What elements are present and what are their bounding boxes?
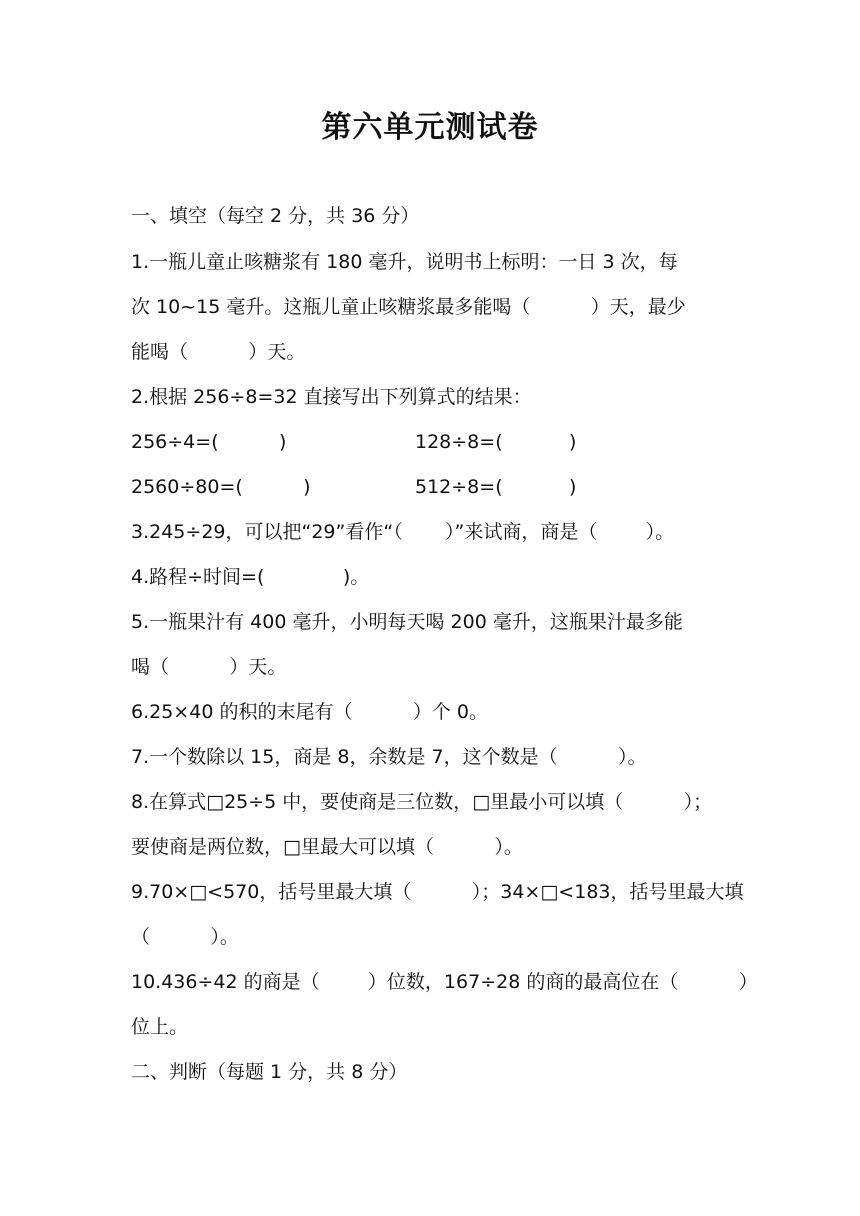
question-8-line-2: 要使商是两位数，□里最大可以填（ ）。 [131, 836, 523, 858]
question-2-item-c: 2560÷80=( ) [131, 476, 311, 498]
question-4-line-1: 4.路程÷时间=( )。 [131, 566, 370, 588]
question-2-line-1: 2.根据 256÷8=32 直接写出下列算式的结果： [131, 386, 532, 408]
question-2-item-a: 256÷4=( ) [131, 431, 287, 453]
question-5-line-1: 5.一瓶果汁有 400 毫升，小明每天喝 200 毫升，这瓶果汁最多能 [131, 611, 683, 633]
question-2-item-b: 128÷8=( ) [415, 431, 577, 453]
question-9-line-2: （ ）。 [131, 926, 239, 948]
page-title: 第六单元测试卷 [321, 110, 539, 145]
question-1-line-1: 1.一瓶儿童止咳糖浆有 180 毫升，说明书上标明：一日 3 次，每 [131, 251, 678, 273]
question-1-line-3: 能喝（ ）天。 [131, 341, 306, 363]
question-8-line-1: 8.在算式□25÷5 中，要使商是三位数，□里最小可以填（ ）； [131, 791, 713, 813]
question-3-line-1: 3.245÷29，可以把“29”看作“（ ）”来试商，商是（ ）。 [131, 521, 675, 543]
question-9-line-1: 9.70×□<570，括号里最大填（ ）；34×□<183，括号里最大填 [131, 881, 744, 903]
question-10-line-1: 10.436÷42 的商是（ ）位数，167÷28 的商的最高位在（ ） [131, 971, 758, 993]
question-1-line-2: 次 10~15 毫升。这瓶儿童止咳糖浆最多能喝（ ）天，最少 [131, 296, 686, 318]
question-2-item-d: 512÷8=( ) [415, 476, 577, 498]
question-5-line-2: 喝（ ）天。 [131, 656, 287, 678]
question-7-line-1: 7.一个数除以 15，商是 8，余数是 7，这个数是（ ）。 [131, 746, 647, 768]
question-6-line-1: 6.25×40 的积的末尾有（ ）个 0。 [131, 701, 488, 723]
section-heading-fill-in: 一、填空（每空 2 分，共 36 分） [131, 205, 420, 227]
question-10-line-2: 位上。 [131, 1016, 189, 1038]
section-heading-true-false: 二、判断（每题 1 分，共 8 分） [131, 1061, 408, 1083]
